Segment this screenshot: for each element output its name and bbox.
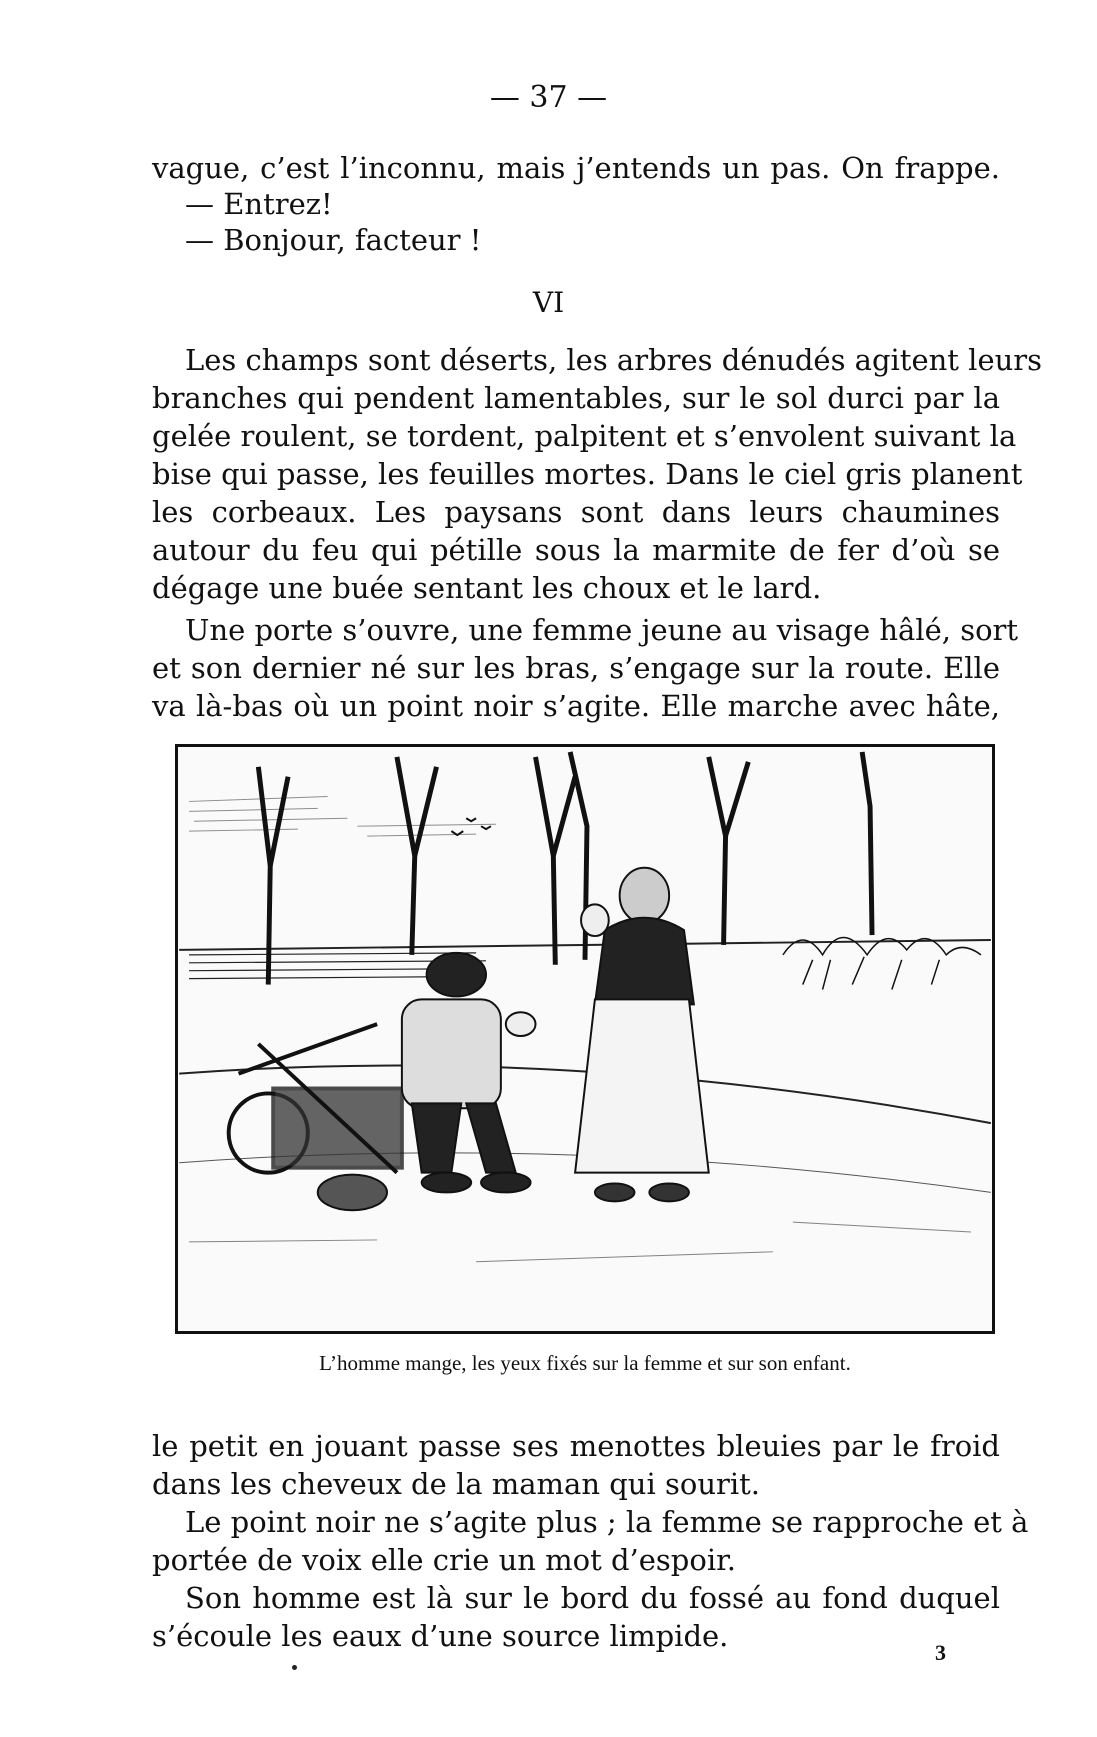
text-line: les corbeaux. Les paysans sont dans leurs chaumines <box>152 495 1000 529</box>
dialogue-line: — Bonjour, facteur ! <box>185 223 482 257</box>
text-line: portée de voix elle crie un mot d’espoir. <box>152 1543 736 1577</box>
text-line: branches qui pendent lamentables, sur le sol durci par la <box>152 381 1000 415</box>
text-line: va là-bas où un point noir s’agite. Elle marche avec hâte, <box>152 689 1000 723</box>
text-line: Son homme est là sur le bord du fossé au fond duquel <box>185 1581 1000 1615</box>
text-line: Le point noir ne s’agite plus ; la femme se rapproche et à <box>185 1505 1029 1539</box>
text-line: Les champs sont déserts, les arbres dénudés agitent leurs <box>185 343 1043 377</box>
page-number: — 37 — <box>489 80 608 115</box>
text-line: dans les cheveux de la maman qui sourit. <box>152 1467 761 1501</box>
text-line: gelée roulent, se tordent, palpitent et s’envolent suivant la <box>152 419 1017 453</box>
text-line: vague, c’est l’inconnu, mais j’entends un pas. On frappe. <box>152 151 1000 185</box>
text-line: s’écoule les eaux d’une source limpide. <box>152 1619 729 1653</box>
dialogue-line: — Entrez! <box>185 187 333 221</box>
text-line: bise qui passe, les feuilles mortes. Dans le ciel gris planent <box>152 457 1023 491</box>
text-line: Une porte s’ouvre, une femme jeune au visage hâlé, sort <box>185 613 1019 647</box>
text-line: le petit en jouant passe ses menottes bleuies par le froid <box>152 1429 1000 1463</box>
illustration-caption: L’homme mange, les yeux fixés sur la femme et sur son enfant. <box>319 1351 851 1375</box>
section-title: VI <box>532 286 565 319</box>
illustration-drawing <box>178 747 992 1331</box>
signature-mark: 3 <box>935 1640 946 1665</box>
text-line: autour du feu qui pétille sous la marmite de fer d’où se <box>152 533 1000 567</box>
print-dot <box>292 1665 297 1670</box>
text-line: dégage une buée sentant les choux et le lard. <box>152 571 822 605</box>
text-line: et son dernier né sur les bras, s’engage sur la route. Elle <box>152 651 1000 685</box>
engraving-illustration <box>175 744 995 1334</box>
